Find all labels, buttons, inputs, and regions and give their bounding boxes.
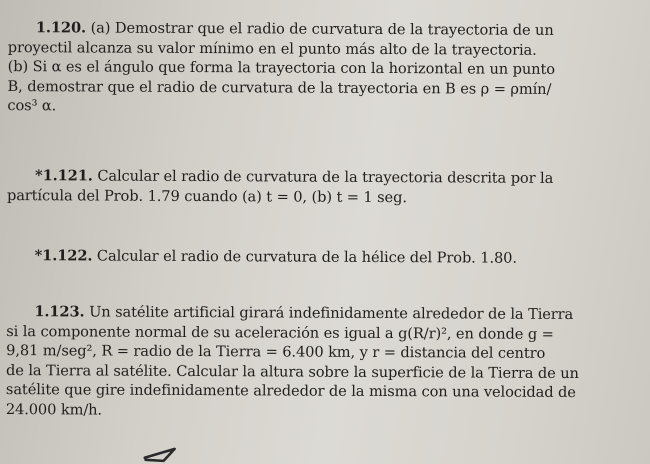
problem-text-line: B, demostrar que el radio de curvatura de la trayectoria en B es ρ = ρmín/ — [7, 77, 552, 98]
problem-text-line: partícula del Prob. 1.79 cuando (a) t = 0, (b) t = 1 seg. — [6, 186, 407, 206]
problem-text-line: (a) Demostrar que el radio de curvatura de la trayectoria de un — [90, 19, 554, 39]
problem-1-122 — [7, 246, 639, 269]
problem-text-line: si la componente normal de su aceleración es igual a g(R/r)², en donde g = — [6, 322, 554, 343]
problem-text-line: Calcular el radio de curvatura de la hélice del Prob. 1.80. — [96, 247, 517, 267]
problem-number: 1.123. — [34, 303, 85, 321]
problem-1-120 — [7, 18, 640, 119]
problem-text-line: cos³ α. — [7, 97, 57, 115]
problem-number: *1.122. — [34, 247, 93, 265]
pen-mark-icon — [144, 447, 178, 463]
problem-text-line: Calcular el radio de curvatura de la trayectoria descrita por la — [97, 167, 554, 187]
problem-1-121 — [7, 166, 639, 208]
problem-1-123 — [6, 302, 639, 423]
problem-text-line: 24.000 km/h. — [5, 401, 103, 419]
problem-number: 1.120. — [35, 19, 87, 37]
problem-number: *1.121. — [35, 167, 93, 185]
problem-text-line: 9,81 m/seg², R = radio de la Tierra = 6.400 km, y r = distancia del centro — [6, 342, 546, 363]
problem-text-line: proyectil alcanza su valor mínimo en el punto más alto de la trayectoria. — [7, 38, 537, 59]
problem-text-line: Un satélite artificial girará indefinidamente alrededor de la Tierra — [89, 303, 574, 324]
problem-text-line: de la Tierra al satélite. Calcular la altura sobre la superficie de la Tierra de un — [6, 361, 579, 382]
problem-text-line: (b) Si α es el ángulo que forma la trayectoria con la horizontal en un punto — [7, 58, 555, 79]
problem-text-line: satélite que gire indefinidamente alrededor de la misma con una velocidad de — [5, 381, 576, 402]
